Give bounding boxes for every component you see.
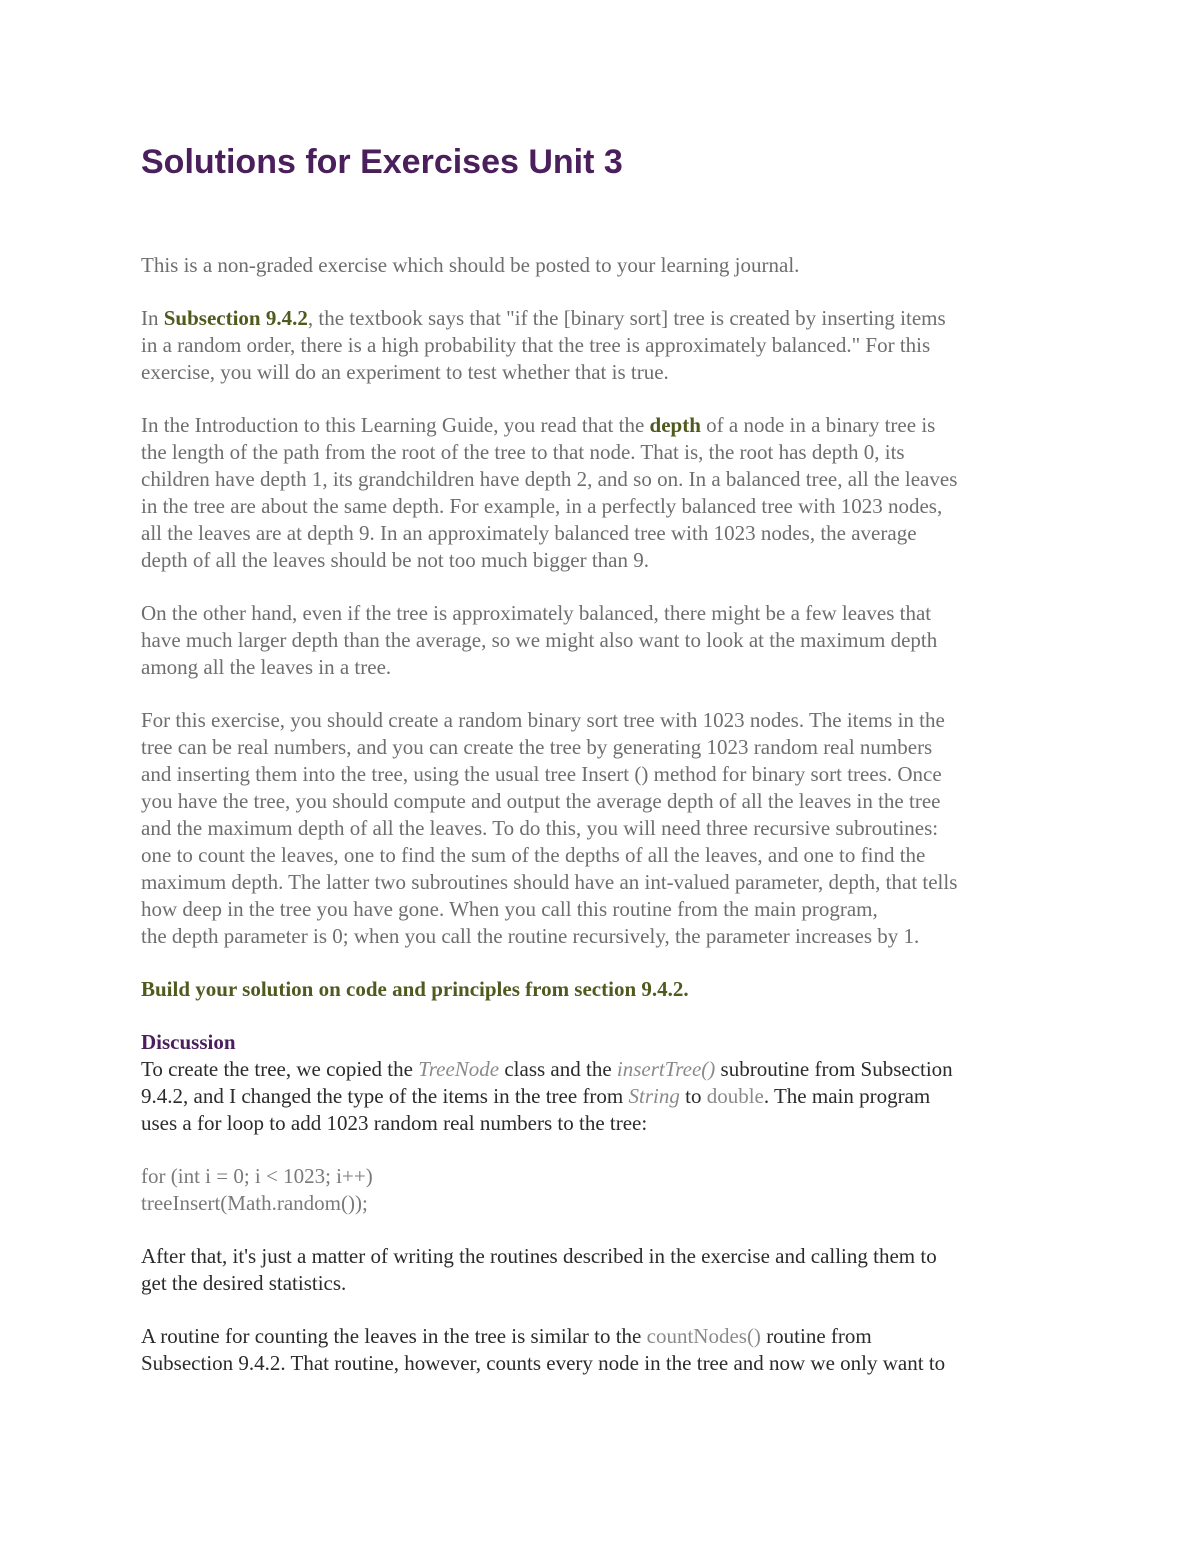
- discussion-text-2a: 9.4.2, and I changed the type of the items in the tree from: [141, 1084, 629, 1108]
- build-note-paragraph: [141, 976, 1071, 1003]
- inserttree-ref: insertTree(): [616, 1057, 716, 1081]
- exercise-line-3: and inserting them into the tree, using the usual tree Insert () method for binary sort trees. Once: [141, 762, 942, 786]
- exercise-line-7: maximum depth. The latter two subroutines should have an int-valued parameter, depth, that tells: [141, 870, 958, 894]
- quote-line-2: in a random order, there is a high probability that the tree is approximately balanced." For this: [141, 333, 931, 357]
- routine-line-2: Subsection 9.4.2. That routine, however, counts every node in the tree and now we only want to: [141, 1351, 946, 1375]
- after-paragraph: [141, 1243, 1071, 1297]
- routine-line-1: [141, 1323, 1071, 1350]
- discussion-text-a: To create the tree, we copied the: [141, 1057, 419, 1081]
- countnodes-ref: countNodes(): [646, 1324, 761, 1348]
- other-line-1: On the other hand, even if the tree is approximately balanced, there might be a few leaves that: [141, 601, 932, 625]
- depth-term: depth: [649, 413, 701, 437]
- discussion-line-2: [141, 1083, 1071, 1110]
- code-block: [141, 1163, 1071, 1217]
- quote-text-a: In: [141, 306, 164, 330]
- other-line-2: have much larger depth than the average, so we might also want to look at the maximum depth: [141, 628, 938, 652]
- routine-text-c: routine from: [760, 1324, 872, 1348]
- discussion-heading: Discussion: [141, 1030, 236, 1054]
- after-line-2: get the desired statistics.: [141, 1271, 347, 1295]
- intro-paragraph: [141, 252, 1071, 279]
- discussion-text-2e: . The main program: [763, 1084, 931, 1108]
- code-line-2: treeInsert(Math.random());: [141, 1191, 368, 1215]
- depth-line-2: the length of the path from the root of the tree to that node. That is, the root has depth 0, its: [141, 440, 905, 464]
- document-body: [141, 252, 1071, 1403]
- subsection-reference: Subsection 9.4.2: [163, 306, 308, 330]
- quote-line-1: [141, 305, 1071, 332]
- other-hand-paragraph: [141, 600, 1071, 681]
- double-type-ref: double: [706, 1084, 764, 1108]
- string-type-ref: String: [628, 1084, 680, 1108]
- exercise-paragraph: [141, 707, 1071, 950]
- exercise-line-9: the depth parameter is 0; when you call the routine recursively, the parameter increases by 1.: [141, 924, 920, 948]
- discussion-text-c: class and the: [499, 1057, 617, 1081]
- exercise-line-4: you have the tree, you should compute and output the average depth of all the leaves in the tree: [141, 789, 941, 813]
- depth-line-1: [141, 412, 1071, 439]
- intro-line: This is a non-graded exercise which should be posted to your learning journal.: [141, 253, 800, 277]
- routine-paragraph: [141, 1323, 1071, 1377]
- exercise-line-6: one to count the leaves, one to find the sum of the depths of all the leaves, and one to find the: [141, 843, 926, 867]
- discussion-text-2c: to: [679, 1084, 707, 1108]
- discussion-line-1: [141, 1056, 1071, 1083]
- quote-line-3: exercise, you will do an experiment to test whether that is true.: [141, 360, 669, 384]
- discussion-text-e: subroutine from Subsection: [715, 1057, 953, 1081]
- depth-text-a: In the Introduction to this Learning Guide, you read that the: [141, 413, 650, 437]
- other-line-3: among all the leaves in a tree.: [141, 655, 392, 679]
- routine-text-a: A routine for counting the leaves in the tree is similar to the: [141, 1324, 647, 1348]
- depth-text-c: of a node in a binary tree is: [700, 413, 936, 437]
- exercise-line-5: and the maximum depth of all the leaves. To do this, you will need three recursive subroutines:: [141, 816, 939, 840]
- depth-paragraph: [141, 412, 1071, 574]
- exercise-line-8: how deep in the tree you have gone. When you call this routine from the main program,: [141, 897, 878, 921]
- after-line-1: After that, it's just a matter of writing the routines described in the exercise and calling them to: [141, 1244, 937, 1268]
- quote-paragraph: [141, 305, 1071, 386]
- build-note: Build your solution on code and principles from section 9.4.2.: [141, 977, 689, 1001]
- exercise-line-1: For this exercise, you should create a random binary sort tree with 1023 nodes. The items in the: [141, 708, 945, 732]
- discussion-line-3: uses a for loop to add 1023 random real numbers to the tree:: [141, 1111, 648, 1135]
- depth-line-5: all the leaves are at depth 9. In an approximately balanced tree with 1023 nodes, the average: [141, 521, 917, 545]
- treenode-class-ref: TreeNode: [418, 1057, 500, 1081]
- page-title: Solutions for Exercises Unit 3: [141, 143, 623, 181]
- depth-line-3: children have depth 1, its grandchildren have depth 2, and so on. In a balanced tree, all the leaves: [141, 467, 958, 491]
- code-line-1: for (int i = 0; i < 1023; i++): [141, 1164, 373, 1188]
- depth-line-6: depth of all the leaves should be not too much bigger than 9.: [141, 548, 649, 572]
- quote-text-c: , the textbook says that "if the [binary sort] tree is created by inserting items: [307, 306, 946, 330]
- exercise-line-2: tree can be real numbers, and you can create the tree by generating 1023 random real numbers: [141, 735, 933, 759]
- depth-line-4: in the tree are about the same depth. For example, in a perfectly balanced tree with 1023 nodes,: [141, 494, 943, 518]
- discussion-paragraph: [141, 1029, 1071, 1137]
